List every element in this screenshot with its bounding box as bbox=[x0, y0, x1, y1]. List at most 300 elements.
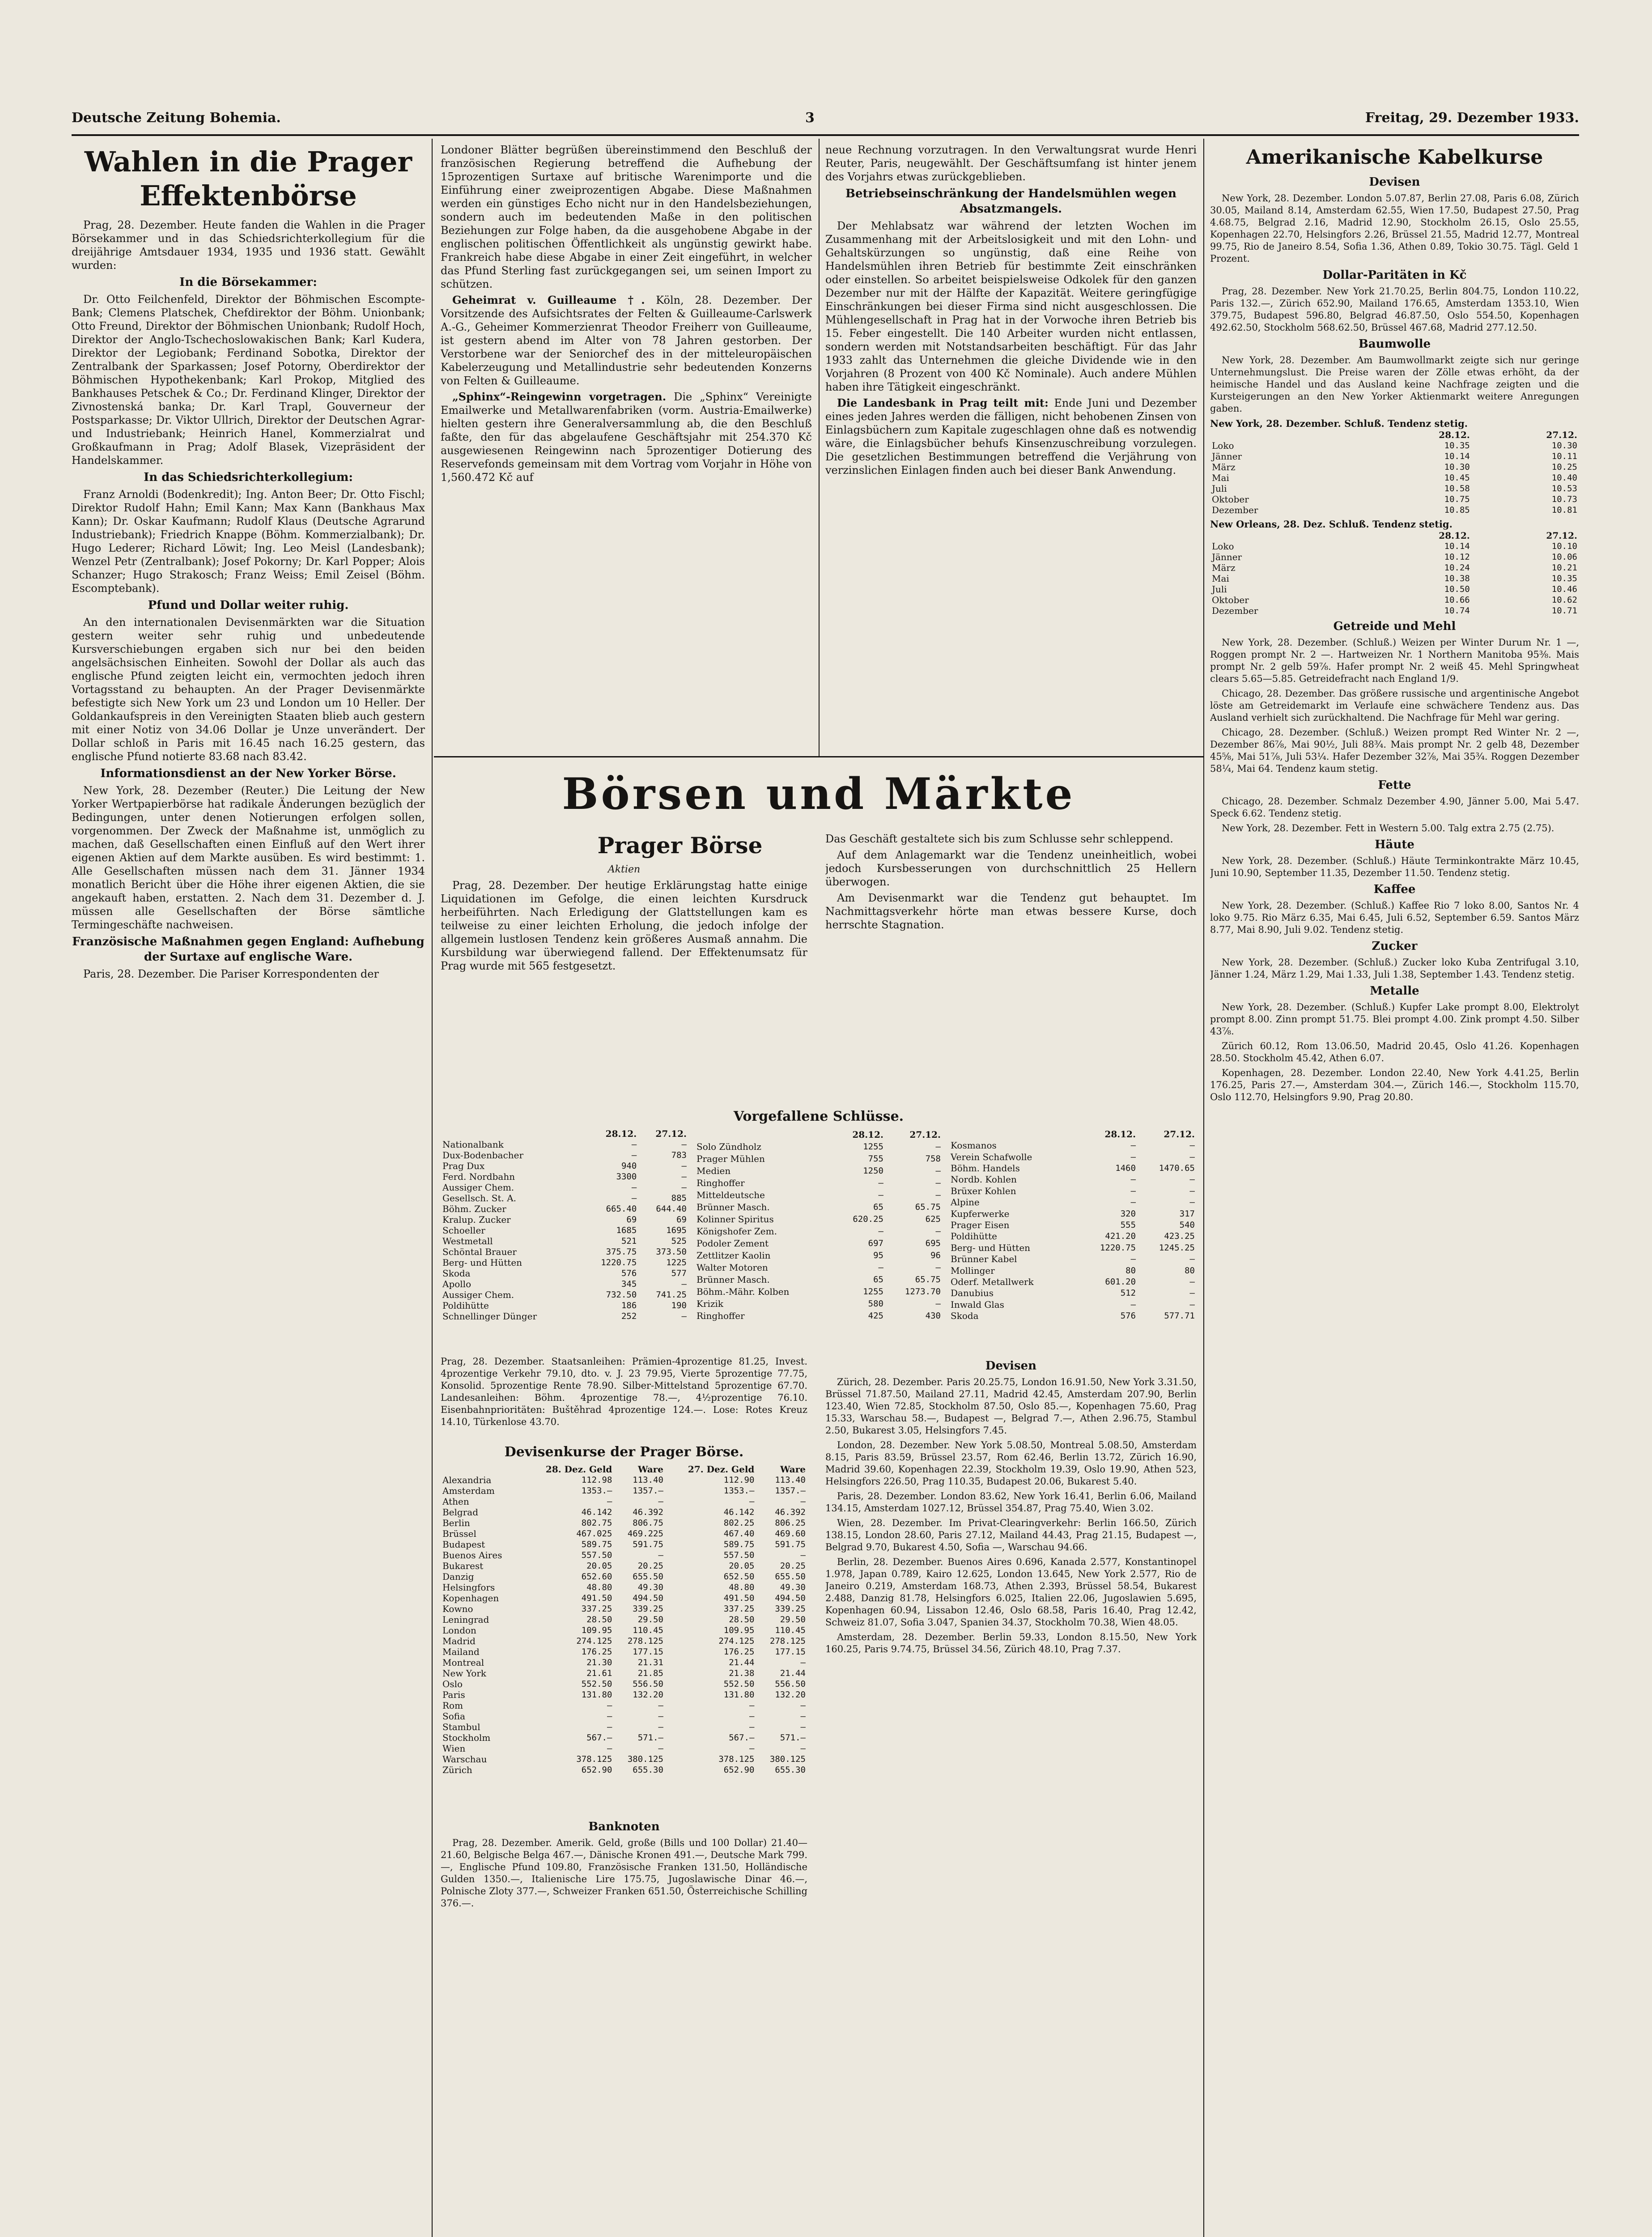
cell-value: 10.71 bbox=[1551, 606, 1577, 616]
row-label: Inwald Glas bbox=[951, 1299, 1004, 1310]
cell-value: 555 bbox=[1120, 1220, 1136, 1230]
table-row bbox=[441, 1518, 807, 1528]
cell-value: 69 bbox=[626, 1215, 637, 1225]
cell-value: 49.30 bbox=[637, 1582, 663, 1592]
table-row bbox=[441, 1171, 688, 1182]
cell-value: 10.35 bbox=[1551, 574, 1577, 583]
cell-value: 697 bbox=[868, 1238, 883, 1248]
cell-value: — bbox=[658, 1722, 663, 1732]
table-header-row bbox=[949, 1128, 1197, 1140]
cell-value: 10.10 bbox=[1551, 541, 1577, 551]
table-row bbox=[441, 1625, 807, 1636]
table-caption: New York, 28. Dezember. Schluß. Tendenz stetig. bbox=[1210, 418, 1468, 429]
table-row bbox=[695, 1165, 943, 1177]
cell-value: 1220.75 bbox=[601, 1258, 637, 1267]
cell-value: 741.25 bbox=[656, 1290, 687, 1300]
cell-value: 783 bbox=[671, 1150, 687, 1160]
row-label: Walter Motoren bbox=[696, 1262, 768, 1273]
cell-value: 46.392 bbox=[775, 1507, 806, 1517]
table-row bbox=[441, 1700, 807, 1711]
column-header: 28. Dez. Geld bbox=[545, 1464, 612, 1475]
article-body: Paris, 28. Dezember. London 83.62, New York 16.41, Berlin 6.06, Mailand 134.15, Amsterdam 1027.12, Brüssel 354.87, Prag 75.40, Wien 3.02. bbox=[825, 1491, 1197, 1514]
subheading: Pfund und Dollar weiter ruhig. bbox=[148, 599, 349, 612]
article-body: Köln, 28. Dezember. Der Vorsitzende des Aufsichtsrates der Felten & Guilleaume-Carlswerk A.-G., Geheimer Kommerzienrat Theodor Freiherr von Guilleaume, ist gestern abend im Alter von 78 Jahren gestorben. Der Verstorbene war der Seniorchef des in der mitteleuropäischen Kabelerzeugung und Metallindustrie sehr bedeutenden Konzerns von Felten & Guilleaume. bbox=[441, 294, 812, 387]
cell-value: — bbox=[607, 1744, 612, 1753]
article-body: Das Geschäft gestaltete sich bis zum Schlusse sehr schleppend. bbox=[825, 833, 1173, 845]
cell-value: 494.50 bbox=[775, 1593, 806, 1603]
table-row bbox=[695, 1140, 943, 1153]
row-label: Oktober bbox=[1212, 494, 1249, 505]
cell-value: — bbox=[1130, 1186, 1136, 1196]
column-header: Ware bbox=[780, 1464, 806, 1475]
cell-value: 10.38 bbox=[1444, 574, 1470, 583]
table-row bbox=[441, 1722, 807, 1732]
closing-table bbox=[949, 1128, 1197, 1322]
orleans-table bbox=[1210, 530, 1579, 616]
cell-value: 10.85 bbox=[1444, 505, 1470, 515]
section-banner: Börsen und Märkte bbox=[562, 769, 1075, 819]
row-label: Stockholm bbox=[442, 1732, 491, 1743]
subheading: Betriebseinschränkung der Handelsmühlen wegen Absatzmangels. bbox=[845, 187, 1176, 216]
cell-value: — bbox=[749, 1711, 755, 1721]
cell-value: 491.50 bbox=[723, 1593, 755, 1603]
cell-value: — bbox=[749, 1722, 755, 1732]
cell-value: 10.73 bbox=[1551, 494, 1577, 504]
row-label: Böhm.-Mähr. Kolben bbox=[696, 1286, 790, 1297]
row-label: Böhm. Zucker bbox=[442, 1204, 506, 1214]
anleihen-report bbox=[441, 1356, 807, 1432]
table-row bbox=[441, 1582, 807, 1593]
row-label: Jänner bbox=[1212, 552, 1242, 562]
cell-value: 186 bbox=[621, 1301, 637, 1310]
row-label: Gesellsch. St. A. bbox=[442, 1193, 517, 1204]
article-body: Der Mehlabsatz war während der letzten Wochen im Zusammenhang mit der Arbeitslosigkeit und mit den Lohn- und Gehaltskürzungen so ungünstig, daß eine Reihe von Handelsmühlen ihren Betrieb für bestimmte Zeit einschränken oder einstellen. So arbeitet beispielsweise Odkolek für den ganzen Dezember nur mit der Hälfte der Kapazität. Weitere geringfügige Einschränkungen bei dieser Firma sind nicht ausgeschlossen. Die Mühlengesellschaft in Prag hat in der Vorwoche ihren Betrieb bis 15. Feber eingestellt. Die 140 Arbeiter wurden nicht entlassen, sondern werden mit Notstandsarbeiten beschäftigt. Für das Jahr 1933 zahlt das Unternehmen die gleiche Dividende wie in den Vorjahren (8 Prozent von 400 Kč Nominale). Auch andere Mühlen haben ihre Tätigkeit eingeschränkt. bbox=[825, 220, 1197, 393]
cell-value: 556.50 bbox=[633, 1679, 663, 1689]
cell-value: 577 bbox=[671, 1268, 687, 1278]
table-row bbox=[949, 1253, 1197, 1264]
table-row bbox=[1210, 505, 1579, 515]
row-label: Wien bbox=[442, 1743, 466, 1754]
cell-value: 21.44 bbox=[729, 1658, 755, 1667]
cell-value: 571.— bbox=[637, 1733, 663, 1743]
cell-value: 21.38 bbox=[729, 1668, 755, 1678]
article-body: Prag, 28. Dezember. Der heutige Erklärungstag hatte einige Liquidationen im Gefolge, die einen leichten Kursdruck herbeiführten. Nach Erledigung der Glattstellungen kam es teilweise zu einer leichten Erholung, die jedoch infolge der allgemein lustlosen Tendenz kein größeres Ausmaß annahm. Die Kursbildung war überwiegend fallend. Der Effektenumsatz für Prag wurde mit 565 festgesetzt. bbox=[441, 879, 807, 972]
table-row bbox=[441, 1279, 688, 1289]
cell-value: 345 bbox=[621, 1279, 637, 1289]
table-header-row bbox=[1210, 430, 1579, 440]
cell-value: 10.25 bbox=[1551, 462, 1577, 472]
column-rule bbox=[1203, 139, 1204, 2237]
cell-value: 10.35 bbox=[1444, 441, 1470, 451]
article-body: neue Rechnung vorzutragen. In den Verwaltungsrat wurde Henri Reuter, Paris, neugewählt. Der Geschäftsumfang ist hinter jenem des Vorjahrs etwas zurückgeblieben. bbox=[825, 144, 1197, 183]
table-row bbox=[1210, 541, 1579, 552]
cell-value: — bbox=[1189, 1140, 1195, 1151]
row-label: Prager Mühlen bbox=[696, 1153, 765, 1164]
table-row bbox=[949, 1185, 1197, 1196]
table-row bbox=[949, 1288, 1197, 1299]
table-row bbox=[949, 1208, 1197, 1219]
cell-value: 176.25 bbox=[723, 1647, 755, 1657]
cell-value: 46.392 bbox=[633, 1507, 663, 1517]
cell-value: 21.31 bbox=[637, 1658, 663, 1667]
subheading: Aktien bbox=[607, 864, 641, 875]
cell-value: — bbox=[749, 1701, 755, 1710]
row-label: London bbox=[442, 1625, 476, 1636]
cell-value: 96 bbox=[930, 1250, 941, 1260]
subheading: Zucker bbox=[1372, 940, 1418, 953]
cell-value: 885 bbox=[671, 1193, 687, 1203]
cell-value: 69 bbox=[676, 1215, 687, 1225]
cell-value: 494.50 bbox=[633, 1593, 663, 1603]
cell-value: 525 bbox=[671, 1236, 687, 1246]
cell-value: — bbox=[1130, 1174, 1136, 1185]
article-body: New York, 28. Dezember (Reuter.) Die Leitung der New Yorker Wertpapierbörse hat radikale Änderungen bezüglich der Bedingungen, unter denen Notierungen erfolgen sollen, vorgenommen. Der Zweck der Maßnahme ist, unmöglich zu machen, daß Gesellschaften einen Einfluß auf den Wert ihrer eigenen Aktien auf dem Markte ausüben. Es wird bestimmt: 1. Alle Gesellschaften müssen nach dem 31. Jänner 1934 monatlich Bericht über die Höhe ihrer eigenen Aktien, die sie angekauft haben, erstatten. 2. Nach dem 31. Dezember d. J. müssen alle Gesellschaften der Börse sämtliche Termingeschäfte nachweisen. bbox=[72, 784, 425, 931]
cell-value: 10.21 bbox=[1551, 563, 1577, 573]
cell-value: — bbox=[800, 1722, 806, 1732]
section-title: Prager Börse bbox=[597, 832, 763, 859]
cell-value: 337.25 bbox=[581, 1604, 612, 1614]
row-label: Budapest bbox=[442, 1539, 485, 1550]
cell-value: 1685 bbox=[616, 1225, 637, 1235]
cell-value: 467.40 bbox=[723, 1529, 755, 1539]
cell-value: 469.60 bbox=[775, 1529, 806, 1539]
table-header-row bbox=[695, 1128, 943, 1140]
cell-value: — bbox=[607, 1722, 612, 1732]
cell-value: — bbox=[658, 1497, 663, 1506]
table-row bbox=[441, 1214, 688, 1225]
cell-value: 177.15 bbox=[775, 1647, 806, 1657]
cell-value: 378.125 bbox=[718, 1754, 755, 1764]
cell-value: 1357.— bbox=[633, 1486, 663, 1496]
column-header: 27.12. bbox=[1164, 1128, 1195, 1140]
cell-value: — bbox=[800, 1701, 806, 1710]
cell-value: 109.95 bbox=[581, 1625, 612, 1635]
cell-value: 95 bbox=[873, 1250, 883, 1260]
row-label: Sofia bbox=[442, 1711, 466, 1722]
table-row bbox=[695, 1213, 943, 1225]
table-row bbox=[695, 1273, 943, 1285]
row-label: Prager Eisen bbox=[951, 1219, 1010, 1230]
cell-value: 20.05 bbox=[729, 1561, 755, 1571]
row-label: Westmetall bbox=[442, 1236, 493, 1246]
table-row bbox=[441, 1668, 807, 1679]
article-body: Prag, 28. Dezember. Staatsanleihen: Prämien-4prozentige 81.25, Invest. 4prozentige Verkehr 79.10, dto. v. J. 23 79.95, Vierte 5prozentige 77.75, Konsolid. 5prozentige Rente 78.90. Silber-Mittelstand 5prozentige 67.70. Landesanleihen: Böhm. 4prozentige 78.—, 4½prozentige 76.10. Eisenbahnprioritäten: Buštěhrad 4prozentige 124.—. Lose: Rotes Kreuz 14.10, Türkenlose 43.70. bbox=[441, 1356, 807, 1427]
row-label: Athen bbox=[442, 1496, 469, 1507]
cell-value: 571.— bbox=[780, 1733, 806, 1743]
cell-value: — bbox=[1189, 1254, 1195, 1264]
cell-value: — bbox=[878, 1226, 883, 1236]
row-label: Kopenhagen bbox=[442, 1593, 499, 1603]
cell-value: 48.80 bbox=[729, 1582, 755, 1592]
row-label: Amsterdam bbox=[442, 1485, 495, 1496]
table-row bbox=[949, 1310, 1197, 1322]
row-label: Oktober bbox=[1212, 595, 1249, 605]
cell-value: 521 bbox=[621, 1236, 637, 1246]
cell-value: 695 bbox=[925, 1238, 941, 1248]
column-header bbox=[1210, 530, 1364, 541]
cell-value: 20.05 bbox=[586, 1561, 612, 1571]
cell-value: 1460 bbox=[1115, 1163, 1136, 1173]
cell-value: 10.30 bbox=[1551, 441, 1577, 451]
table-row bbox=[1210, 483, 1579, 494]
column-header: 28.12. bbox=[852, 1129, 883, 1140]
cell-value: — bbox=[1130, 1140, 1136, 1151]
row-label: New York bbox=[442, 1668, 486, 1679]
column-header: Ware bbox=[637, 1464, 663, 1475]
article-body: Amsterdam, 28. Dezember. Berlin 59.33, London 8.15.50, New York 160.25, Paris 9.74.75, Brüssel 34.56, Zürich 48.10, Prag 7.37. bbox=[825, 1632, 1197, 1654]
cell-value: 1225 bbox=[666, 1258, 687, 1267]
row-label: Skoda bbox=[442, 1268, 471, 1279]
article-body: An den internationalen Devisenmärkten war die Situation gestern weiter sehr ruhig und unbedeutende Kursverschiebungen ergaben sich nur bei den beiden angelsächsischen Einheiten. Sowohl der Dollar als auch das englische Pfund zeigten leicht ein, vermochten jedoch ihren Vortagsstand zu behaupten. An der Prager Devisenmärkte befestigte sich New York um 23 und London um 10 Heller. Der Goldankaufspreis in den Vereinigten Staaten blieb auch gestern mit einer Notiz von 34.06 Dollar je Unze unverändert. Der Dollar schloß in Paris mit 16.45 nach 16.25 gestern, das englische Pfund notierte 83.68 nach 83.42. bbox=[72, 616, 425, 763]
row-label: Alexandria bbox=[442, 1475, 492, 1485]
column-header: 28.12. bbox=[1104, 1128, 1136, 1140]
row-label: Mai bbox=[1212, 573, 1229, 584]
subheading: In die Börsekammer: bbox=[179, 276, 317, 289]
cell-value: 589.75 bbox=[723, 1540, 755, 1549]
subheading: Banknoten bbox=[588, 1820, 660, 1833]
cell-value: 10.40 bbox=[1551, 473, 1577, 483]
subheading: Metalle bbox=[1370, 984, 1419, 998]
row-label: März bbox=[1212, 562, 1236, 573]
row-label: Schnellinger Dünger bbox=[442, 1311, 537, 1322]
article-body: Dr. Otto Feilchenfeld, Direktor der Böhmischen Escompte-Bank; Clemens Platschek, Chefdirektor der Böhm. Unionbank; Otto Freund, Direktor der Böhmischen Unionbank; Rudolf Hoch, Direktor der Anglo-Tschechoslowakischen Bank; Karl Kudera, Direktor der Legiobank; Ferdinand Sobotka, Direktor der Zentralbank der Sparkassen; Josef Potorny, Oberdirektor der Böhmischen Hypothekenbank; Karl Prokop, Mitglied des Bankhauses Petschek & Co.; Dr. Ferdinand Klinger, Direktor der Zivnostenská banka; Dr. Karl Trapl, Gouverneur der Postsparkasse; Dr. Viktor Ullrich, Direktor der Deutschen Agrar- und Industriebank; Heinrich Hanel, Kommerzialrat und Großkaufmann in Prag; Adolf Blasek, Vizepräsident der Handelskammer. bbox=[72, 293, 425, 467]
table-row bbox=[441, 1689, 807, 1700]
cell-value: 806.75 bbox=[633, 1518, 663, 1528]
subheading: Getreide und Mehl bbox=[1333, 620, 1456, 633]
cell-value: 10.06 bbox=[1551, 552, 1577, 562]
devisen-table-block bbox=[441, 1441, 807, 1775]
table-row bbox=[441, 1528, 807, 1539]
row-label: Oslo bbox=[442, 1679, 463, 1689]
row-label: Mitteldeutsche bbox=[696, 1189, 765, 1200]
header-page-number: 3 bbox=[805, 110, 815, 126]
row-label: Solo Zündholz bbox=[696, 1141, 761, 1152]
article-body: New York, 28. Dezember. (Schluß.) Zucker loko Kuba Zentrifugal 3.10, Jänner 1.24, März 1.29, Mai 1.33, Juli 1.38, September 1.43. Tendenz stetig. bbox=[1210, 957, 1579, 980]
table-row bbox=[1210, 472, 1579, 483]
article-body: Londoner Blätter begrüßen übereinstimmend den Beschluß der französischen Regierung betreffend die Aufhebung der 15prozentigen Surtaxe auf britische Warenimporte und die Einführung einer zweiprozentigen Abgabe. Diese Maßnahmen werden ein günstiges Echo nicht nur in den Handelsbeziehungen, sondern auch im bedeutenden Maße in den politischen Beziehungen zur Folge haben, da die ausgehobene Abgabe in der englischen politischen Öffentlichkeit als ungünstig gewirkt habe. Frankreich habe diese Abgabe in einer Zeit eingeführt, in welcher das Pfund Sterling fast zurückgegangen sei, um seinen Import zu schützen. bbox=[441, 144, 812, 290]
closing-table bbox=[695, 1128, 943, 1322]
cell-value: 46.142 bbox=[723, 1507, 755, 1517]
cell-value: 20.25 bbox=[637, 1561, 663, 1571]
table-row bbox=[695, 1249, 943, 1261]
cell-value: 274.125 bbox=[718, 1636, 755, 1646]
table-row bbox=[441, 1507, 807, 1518]
cell-value: 320 bbox=[1120, 1208, 1136, 1219]
article-body: London, 28. Dezember. New York 5.08.50, Montreal 5.08.50, Amsterdam 8.15, Paris 83.59, Brüssel 23.57, Rom 62.46, Berlin 13.72, Zürich 16.90, Madrid 39.60, Kopenhagen 22.39, Stockholm 19.39, Oslo 19.90, Athen 523, Helsingfors 226.50, Prag 110.35, Budapest 20.06, Bukarest 5.40. bbox=[825, 1440, 1197, 1487]
cell-value: 29.50 bbox=[780, 1615, 806, 1625]
row-label: Prag Dux bbox=[442, 1161, 485, 1171]
cell-value: 10.46 bbox=[1551, 584, 1577, 594]
table-row bbox=[441, 1550, 807, 1561]
column-header bbox=[949, 1128, 1079, 1140]
cell-value: — bbox=[631, 1193, 637, 1203]
cell-value: 10.50 bbox=[1444, 584, 1470, 594]
devisen-table bbox=[441, 1464, 807, 1775]
column-header bbox=[1210, 430, 1364, 440]
cell-value: — bbox=[800, 1711, 806, 1721]
cell-value: — bbox=[658, 1744, 663, 1753]
cell-value: 10.24 bbox=[1444, 563, 1470, 573]
cell-value: 278.125 bbox=[769, 1636, 806, 1646]
cell-value: — bbox=[935, 1298, 941, 1309]
cell-value: 110.45 bbox=[775, 1625, 806, 1635]
table-row bbox=[441, 1289, 688, 1300]
row-label: Podoler Zement bbox=[696, 1238, 769, 1249]
table-row bbox=[695, 1297, 943, 1310]
cell-value: 131.80 bbox=[581, 1690, 612, 1700]
cell-value: 278.125 bbox=[627, 1636, 663, 1646]
cell-value: — bbox=[800, 1744, 806, 1753]
row-label: Buenos Aires bbox=[442, 1550, 502, 1561]
article-body: Auf dem Anlagemarkt war die Tendenz uneinheitlich, wobei jedoch Kursbesserungen von durchschnittlich 25 Hellern überwogen. bbox=[825, 849, 1197, 888]
cell-value: 491.50 bbox=[581, 1593, 612, 1603]
cell-value: 3300 bbox=[616, 1172, 637, 1182]
cell-value: 131.80 bbox=[723, 1690, 755, 1700]
cell-value: 10.74 bbox=[1444, 606, 1470, 616]
row-label: Montreal bbox=[442, 1657, 484, 1668]
cell-value: 601.20 bbox=[1105, 1276, 1136, 1287]
cell-value: 732.50 bbox=[606, 1290, 637, 1300]
table-row bbox=[1210, 462, 1579, 472]
row-label: Ferd. Nordbahn bbox=[442, 1171, 515, 1182]
cell-value: 46.142 bbox=[581, 1507, 612, 1517]
cell-value: 644.40 bbox=[656, 1204, 687, 1214]
cell-value: 65.75 bbox=[915, 1274, 941, 1284]
table-row bbox=[1210, 562, 1579, 573]
row-label: Danubius bbox=[951, 1288, 994, 1299]
cell-value: — bbox=[935, 1178, 941, 1188]
column-rule bbox=[819, 139, 820, 756]
article-body: Franz Arnoldi (Bodenkredit); Ing. Anton Beer; Dr. Otto Fischl; Direktor Rudolf Hahn; Emil Kann; Max Kann (Bankhaus Max Kann); Dr. Oskar Kaufmann; Rudolf Klaus (Deutsche Agrarund Industriebank); Friedrich Knappe (Böhm. Kommerzialbank); Dr. Hugo Lederer; Richard Löwit; Ing. Leo Meisl (Landesbank); Wenzel Petr (Zentralbank); Josef Pokorny; Dr. Karl Popper; Alois Schanzer; Hugo Strakosch; Franz Weiss; Emil Zeisel (Böhm. Escomptebank). bbox=[72, 488, 425, 595]
cell-value: 421.20 bbox=[1105, 1231, 1136, 1242]
cell-value: — bbox=[749, 1497, 755, 1506]
table-row bbox=[441, 1614, 807, 1625]
table-row bbox=[1210, 440, 1579, 451]
table-row bbox=[441, 1204, 688, 1214]
table-row bbox=[949, 1162, 1197, 1174]
table-header-row bbox=[441, 1128, 688, 1139]
cell-value: 625 bbox=[925, 1214, 941, 1224]
cell-value: — bbox=[1130, 1299, 1136, 1310]
cell-value: 1695 bbox=[666, 1225, 687, 1235]
table-row bbox=[441, 1743, 807, 1754]
cell-value: 373.50 bbox=[656, 1247, 687, 1257]
row-label: Krizik bbox=[696, 1298, 723, 1309]
cell-value: 112.98 bbox=[581, 1475, 612, 1485]
table-row bbox=[441, 1571, 807, 1582]
article-intro: Prag, 28. Dezember. Heute fanden die Wahlen in die Prager Börsekammer und in das Schiedsrichterkollegium für die dreijährige Amtsdauer 1934, 1935 und 1936 statt. Gewählt wurden: bbox=[72, 219, 425, 272]
cell-value: — bbox=[1189, 1288, 1195, 1298]
row-label: Alpine bbox=[951, 1197, 980, 1208]
cell-value: 802.25 bbox=[723, 1518, 755, 1528]
cell-value: 10.30 bbox=[1444, 462, 1470, 472]
cell-value: 21.30 bbox=[586, 1658, 612, 1667]
table-row bbox=[1210, 494, 1579, 505]
row-label: Helsingfors bbox=[442, 1582, 495, 1593]
cell-value: 49.30 bbox=[780, 1582, 806, 1592]
column-rule bbox=[432, 139, 433, 2237]
cell-value: 425 bbox=[868, 1310, 883, 1321]
cell-value: 580 bbox=[868, 1298, 883, 1309]
cell-value: — bbox=[1189, 1299, 1195, 1310]
cell-value: 652.60 bbox=[581, 1572, 612, 1582]
cell-value: — bbox=[935, 1141, 941, 1152]
table-row bbox=[441, 1257, 688, 1268]
article-body: Zürich 60.12, Rom 13.06.50, Madrid 20.45, Oslo 41.26. Kopenhagen 28.50. Stockholm 45.42, Athen 6.07. bbox=[1210, 1041, 1579, 1063]
row-label: Ringhoffer bbox=[696, 1177, 745, 1188]
header-newspaper-name: Deutsche Zeitung Bohemia. bbox=[72, 110, 281, 126]
cell-value: 29.50 bbox=[637, 1615, 663, 1625]
kicker: Die Landesbank in Prag teilt mit: bbox=[837, 396, 1049, 409]
cell-value: 375.75 bbox=[606, 1247, 637, 1257]
row-label: März bbox=[1212, 462, 1236, 472]
column-header: 27. Dez. Geld bbox=[688, 1464, 755, 1475]
table-row bbox=[441, 1657, 807, 1668]
cell-value: 10.14 bbox=[1444, 451, 1470, 461]
cell-value: 378.125 bbox=[576, 1754, 612, 1764]
cell-value: 1273.70 bbox=[905, 1286, 941, 1297]
cell-value: 1353.— bbox=[581, 1486, 612, 1496]
table-title: Devisenkurse der Prager Börse. bbox=[504, 1444, 744, 1460]
table-row bbox=[949, 1299, 1197, 1310]
cell-value: — bbox=[1130, 1197, 1136, 1208]
row-label: Mai bbox=[1212, 472, 1229, 483]
row-label: Dezember bbox=[1212, 605, 1258, 616]
article-body: Berlin, 28. Dezember. Buenos Aires 0.696, Kanada 2.577, Konstantinopel 1.978, Japan 0.789, Kairo 12.625, London 13.645, New York 2.577, Rio de Janeiro 0.219, Amsterdam 168.73, Athen 2.393, Brüssel 58.54, Bukarest 2.488, Danzig 81.78, Helsingfors 6.025, Italien 22.06, Jugoslawien 5.695, Kopenhagen 60.94, Lissabon 12.46, Oslo 68.58, Paris 16.40, Prag 12.42, Schweiz 81.07, Sofia 3.047, Spanien 34.37, Stockholm 70.38, Wien 48.05. bbox=[825, 1557, 1197, 1628]
table-row bbox=[441, 1268, 688, 1279]
cell-value: 655.30 bbox=[775, 1765, 806, 1775]
table-row bbox=[949, 1242, 1197, 1253]
cell-value: — bbox=[878, 1190, 883, 1200]
column-header: 27.12. bbox=[655, 1128, 687, 1139]
table-row bbox=[441, 1225, 688, 1236]
table-row bbox=[949, 1196, 1197, 1208]
cell-value: 577.71 bbox=[1164, 1311, 1195, 1321]
table-row bbox=[695, 1310, 943, 1322]
cell-value: 1470.65 bbox=[1159, 1163, 1195, 1173]
cell-value: — bbox=[607, 1711, 612, 1721]
table-row bbox=[441, 1732, 807, 1743]
column-header: 28.12. bbox=[605, 1128, 637, 1139]
cell-value: 10.81 bbox=[1551, 505, 1577, 515]
cell-value: — bbox=[1189, 1197, 1195, 1208]
cell-value: 591.75 bbox=[775, 1540, 806, 1549]
table-row bbox=[441, 1603, 807, 1614]
table-row bbox=[695, 1237, 943, 1249]
table-row bbox=[441, 1311, 688, 1322]
cell-value: 1245.25 bbox=[1159, 1242, 1195, 1253]
article-body: New York, 28. Dezember. London 5.07.87, Berlin 27.08, Paris 6.08, Zürich 30.05, Mailand 8.14, Amsterdam 62.55, Wien 17.50, Budapest 27.50, Prag 4.68.75, Belgrad 2.16, Madrid 12.90, Stockholm 26.15, Oslo 25.55, Kopenhagen 22.70, Helsingfors 2.26, Brüssel 21.55, Madrid 12.77, Montreal 99.75, Rio de Janeiro 8.54, Sofia 1.36, Athen 0.89, Tokio 30.75. Tägl. Geld 1 Prozent. bbox=[1210, 193, 1579, 264]
column-2 bbox=[441, 143, 812, 752]
row-label: Jänner bbox=[1212, 451, 1242, 462]
cell-value: 557.50 bbox=[581, 1550, 612, 1560]
header-rule bbox=[72, 134, 1579, 136]
article-body: Prag, 28. Dezember. New York 21.70.25, Berlin 804.75, London 110.22, Paris 132.—, Zürich 652.90, Mailand 176.65, Amsterdam 1353.10, Wien 379.75, Budapest 596.80, Belgrad 46.87.50, Oslo 554.50, Kopenhagen 492.62.50, Stockholm 568.62.50, Brüssel 467.68, Madrid 277.12.50. bbox=[1210, 286, 1579, 333]
cell-value: 652.50 bbox=[723, 1572, 755, 1582]
cell-value: 576 bbox=[621, 1268, 637, 1278]
table-row bbox=[441, 1300, 688, 1311]
cell-value: — bbox=[1189, 1276, 1195, 1287]
row-label: Dezember bbox=[1212, 505, 1258, 515]
cell-value: 758 bbox=[925, 1153, 941, 1164]
cell-value: 567.— bbox=[729, 1733, 755, 1743]
cell-value: — bbox=[631, 1182, 637, 1192]
column-header: 27.12. bbox=[909, 1129, 941, 1140]
cell-value: — bbox=[681, 1161, 687, 1171]
row-label: Madrid bbox=[442, 1636, 476, 1646]
table-caption: New Orleans, 28. Dez. Schluß. Tendenz stetig. bbox=[1210, 519, 1452, 530]
column-3 bbox=[825, 143, 1197, 752]
